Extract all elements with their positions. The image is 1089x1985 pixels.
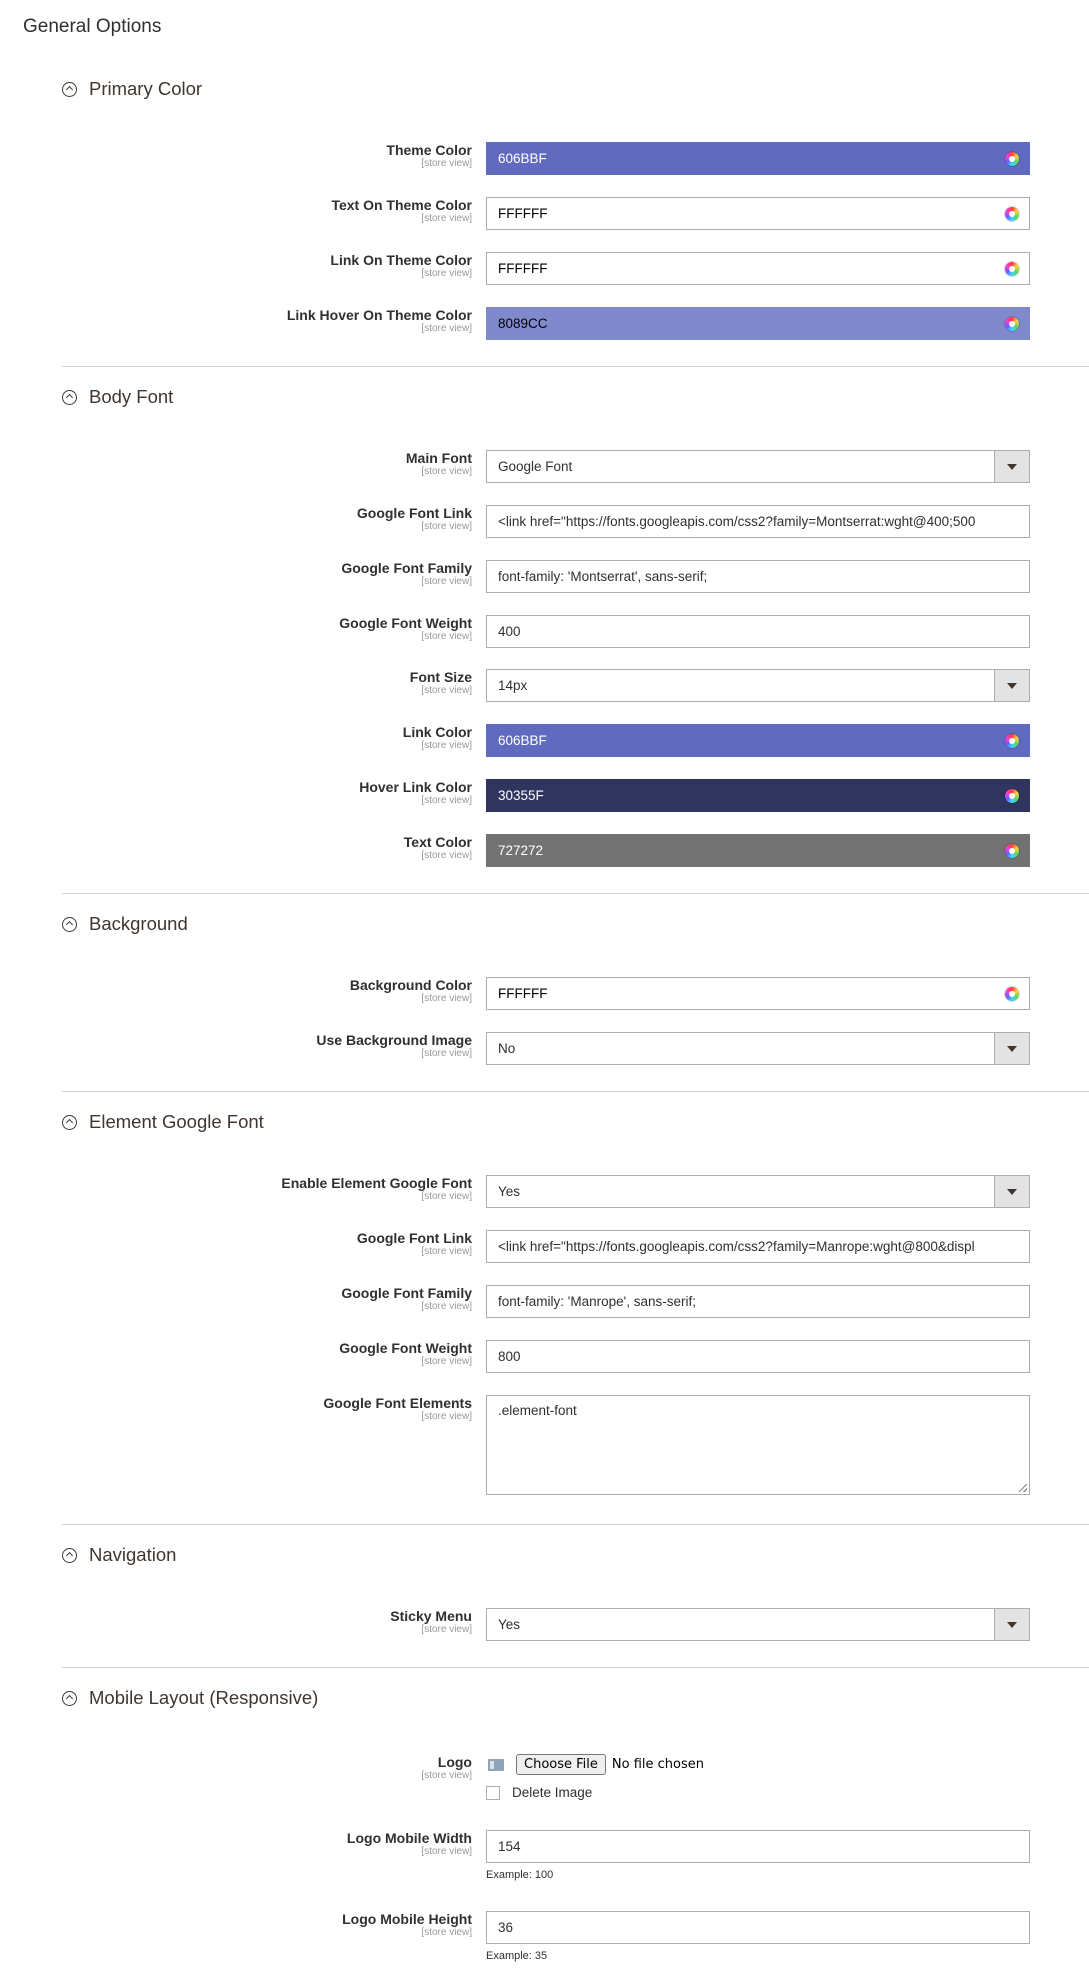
sticky-menu-select[interactable]: Yes xyxy=(486,1608,1030,1641)
text-color-input[interactable]: 727272 xyxy=(486,834,1030,867)
element-google-font-link-input[interactable]: <link href="https://fonts.googleapis.com/css2?family=Manrope:wght@800&displ xyxy=(486,1230,1030,1263)
field-label: Google Font Family [store view] xyxy=(341,560,472,587)
section-divider xyxy=(62,1667,1089,1668)
field-label: Hover Link Color [store view] xyxy=(359,779,472,806)
section-header-body-font[interactable] xyxy=(62,385,173,409)
color-picker-icon[interactable] xyxy=(1005,987,1019,1001)
section-header-mobile-layout[interactable] xyxy=(62,1686,318,1710)
section-title: Navigation xyxy=(89,1544,177,1565)
field-label: Main Font [store view] xyxy=(405,450,472,477)
color-picker-icon[interactable] xyxy=(1005,789,1019,803)
main-font-select[interactable]: Google Font xyxy=(486,450,1030,483)
field-label: Sticky Menu [store view] xyxy=(390,1608,472,1635)
color-picker-icon[interactable] xyxy=(1005,734,1019,748)
field-label: Text On Theme Color [store view] xyxy=(331,197,472,224)
color-picker-icon[interactable] xyxy=(1005,844,1019,858)
resize-handle-icon[interactable] xyxy=(1019,1484,1027,1492)
page-title: General Options xyxy=(23,16,162,37)
section-title: Body Font xyxy=(89,386,174,407)
collapse-toggle-icon[interactable] xyxy=(62,1115,77,1130)
collapse-toggle-icon[interactable] xyxy=(62,82,77,97)
field-label: Google Font Link [store view] xyxy=(356,1230,472,1257)
hover-link-color-input[interactable]: 30355F xyxy=(486,779,1030,812)
choose-file-button[interactable]: Choose File xyxy=(516,1754,606,1775)
logo-width-hint: Example: 100 xyxy=(486,1869,554,1881)
google-font-family-input[interactable]: font-family: 'Montserrat', sans-serif; xyxy=(486,560,1030,593)
chevron-down-icon[interactable] xyxy=(994,451,1029,482)
field-label: Use Background Image [store view] xyxy=(316,1032,472,1059)
section-title: Element Google Font xyxy=(89,1111,264,1132)
theme-color-input[interactable]: 606BBF xyxy=(486,142,1030,175)
link-hover-on-theme-color-input[interactable]: 8089CC xyxy=(486,307,1030,340)
field-label: Logo [store view] xyxy=(421,1754,472,1781)
field-label: Background Color [store view] xyxy=(349,977,472,1004)
font-size-select[interactable]: 14px xyxy=(486,669,1030,702)
link-on-theme-color-input[interactable]: FFFFFF xyxy=(486,252,1030,285)
field-label: Google Font Elements [store view] xyxy=(323,1395,472,1422)
field-label: Google Font Link [store view] xyxy=(356,505,472,532)
collapse-toggle-icon[interactable] xyxy=(62,1548,77,1563)
color-picker-icon[interactable] xyxy=(1005,262,1019,276)
collapse-toggle-icon[interactable] xyxy=(62,917,77,932)
color-picker-icon[interactable] xyxy=(1005,207,1019,221)
enable-element-google-font-select[interactable]: Yes xyxy=(486,1175,1030,1208)
chevron-down-icon[interactable] xyxy=(994,670,1029,701)
section-divider xyxy=(62,1091,1089,1092)
use-background-image-select[interactable]: No xyxy=(486,1032,1030,1065)
text-on-theme-color-input[interactable]: FFFFFF xyxy=(486,197,1030,230)
field-label: Link Color [store view] xyxy=(402,724,472,751)
element-google-font-family-input[interactable]: font-family: 'Manrope', sans-serif; xyxy=(486,1285,1030,1318)
section-header-navigation[interactable] xyxy=(62,1543,176,1567)
logo-file-upload xyxy=(486,1754,704,1775)
google-font-elements-textarea[interactable]: .element-font xyxy=(486,1395,1030,1495)
delete-image-option xyxy=(486,1785,592,1800)
section-title: Background xyxy=(89,913,188,934)
section-title: Mobile Layout (Responsive) xyxy=(89,1687,319,1708)
chevron-down-icon[interactable] xyxy=(994,1609,1029,1640)
field-label: Google Font Weight [store view] xyxy=(339,615,472,642)
chevron-down-icon[interactable] xyxy=(994,1176,1029,1207)
logo-mobile-height-input[interactable]: 36 xyxy=(486,1911,1030,1944)
google-font-link-input[interactable]: <link href="https://fonts.googleapis.com/css2?family=Montserrat:wght@400;500 xyxy=(486,505,1030,538)
section-header-background[interactable] xyxy=(62,912,188,936)
field-label: Logo Mobile Height [store view] xyxy=(342,1911,472,1938)
field-label: Link Hover On Theme Color [store view] xyxy=(286,307,472,334)
field-label: Enable Element Google Font [store view] xyxy=(281,1175,472,1202)
link-color-input[interactable]: 606BBF xyxy=(486,724,1030,757)
google-font-weight-input[interactable]: 400 xyxy=(486,615,1030,648)
logo-height-hint: Example: 35 xyxy=(486,1950,548,1962)
section-divider xyxy=(62,366,1089,367)
file-status-text: No file chosen xyxy=(611,1757,704,1772)
field-label: Google Font Weight [store view] xyxy=(339,1340,472,1367)
color-picker-icon[interactable] xyxy=(1005,317,1019,331)
field-label: Logo Mobile Width [store view] xyxy=(346,1830,472,1857)
collapse-toggle-icon[interactable] xyxy=(62,1691,77,1706)
section-header-element-google-font[interactable] xyxy=(62,1110,264,1134)
background-color-input[interactable]: FFFFFF xyxy=(486,977,1030,1010)
section-title: Primary Color xyxy=(89,78,203,99)
element-google-font-weight-input[interactable]: 800 xyxy=(486,1340,1030,1373)
field-label: Font Size [store view] xyxy=(409,669,472,696)
field-label: Link On Theme Color [store view] xyxy=(330,252,472,279)
field-label: Google Font Family [store view] xyxy=(341,1285,472,1312)
logo-mobile-width-input[interactable]: 154 xyxy=(486,1830,1030,1863)
color-picker-icon[interactable] xyxy=(1005,152,1019,166)
delete-image-checkbox[interactable] xyxy=(486,1786,500,1800)
section-header-primary-color[interactable] xyxy=(62,77,202,101)
section-divider xyxy=(62,893,1089,894)
chevron-down-icon[interactable] xyxy=(994,1033,1029,1064)
image-placeholder-icon xyxy=(486,1755,508,1775)
collapse-toggle-icon[interactable] xyxy=(62,390,77,405)
field-label: Theme Color [store view] xyxy=(386,142,472,169)
section-divider xyxy=(62,1524,1089,1525)
field-label: Text Color [store view] xyxy=(403,834,472,861)
delete-image-label[interactable]: Delete Image xyxy=(512,1785,593,1800)
